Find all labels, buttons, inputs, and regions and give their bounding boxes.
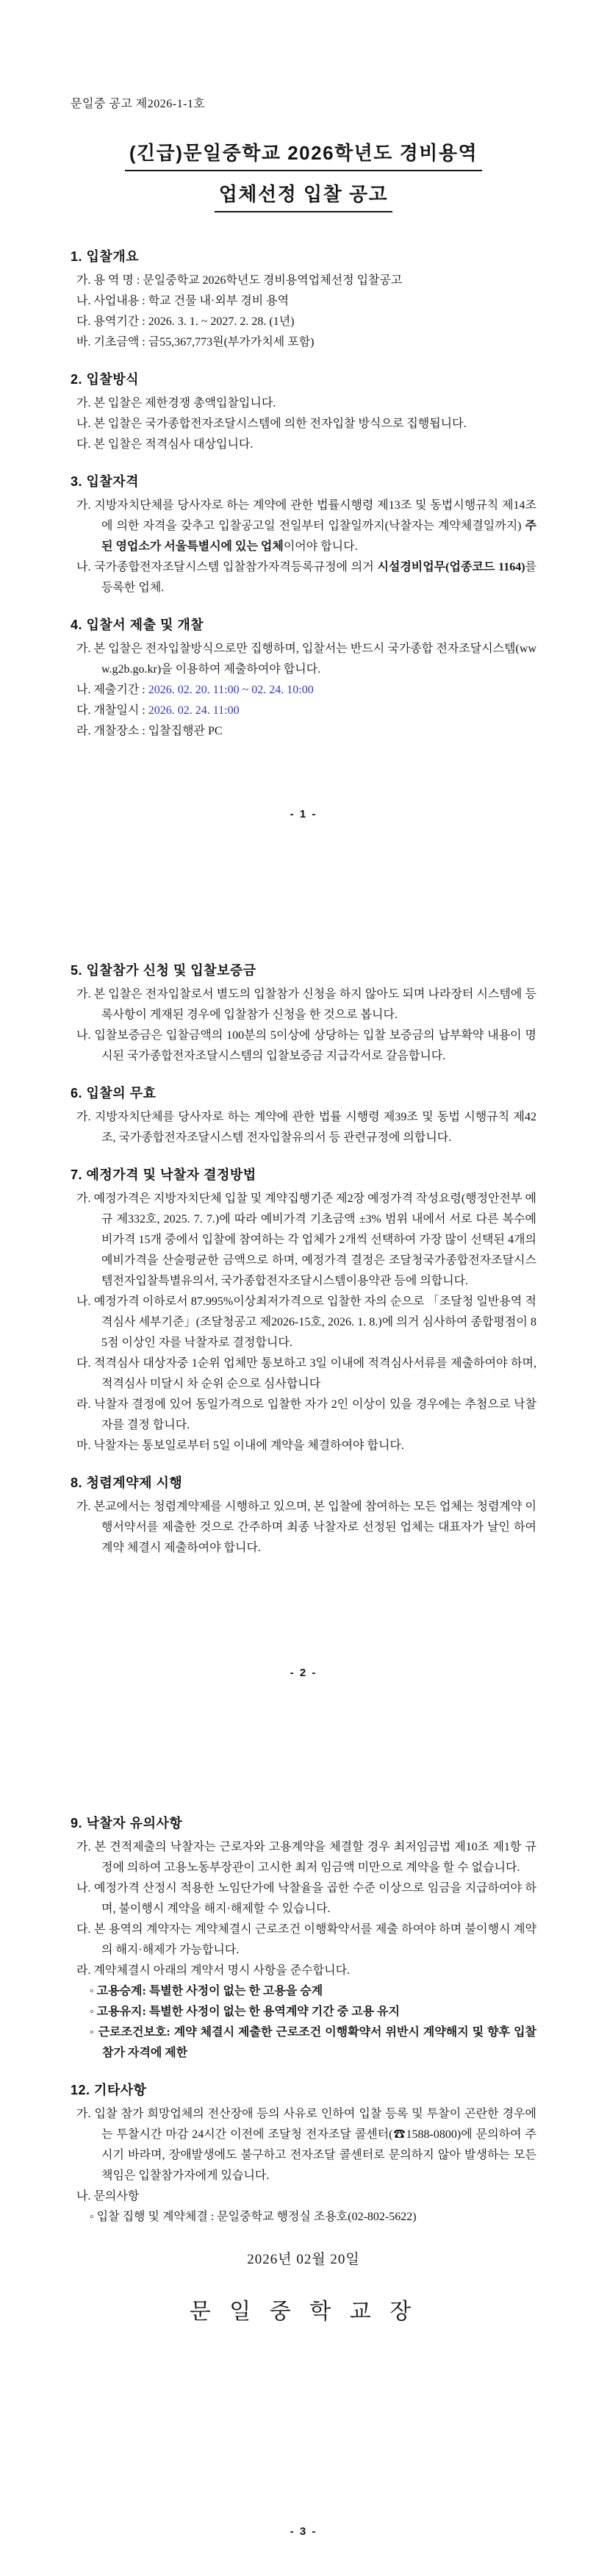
doc-number: 문일중 공고 제2026-1-1호 (71, 98, 206, 110)
list-item: 라. 계약체결시 아래의 계약서 명시 사항을 준수합니다. (76, 1964, 351, 1977)
title-line-2: 업체선정 입찰 공고 (215, 183, 392, 212)
list-item: 가. 본 견적제출의 낙찰자는 근로자와 고용계약을 체결할 경우 최저임금법 제10조 제1항 규정에 의하여 고용노동부장관이 고시한 최저 임금액 미만으로 계약을 할 수 없습니다. (76, 1841, 536, 1874)
section-2-bid-method (71, 369, 536, 455)
list-item-submission-period (76, 680, 536, 701)
item-text: 를 등록한 업체. (101, 561, 536, 595)
list-item: 다. 본 용역의 계약자는 계약체결시 근로조건 이행확약서를 제출 하여야 하며 불이행시 계약의 해지·해제가 가능합니다. (76, 1923, 536, 1956)
section-heading: 9. 낙찰자 유의사항 (71, 1816, 183, 1831)
list-item: 라. 개찰장소 : 입찰집행관 PC (76, 725, 223, 738)
list-item: 가. 예정가격은 지방자치단체 입찰 및 계약집행기준 제2장 예정가격 작성요령(행정안전부 예규 제332호, 2025. 7. 7.)에 따라 예비가격 기초금액 ±3% 범위 내에서 서로 다른 복수예비가격 15개 중에서 입찰에 참여하는 각 업체가 2개씩 선택하여 가장 많이 선택된 4개의 예비가격을 산술평균한 금액으로 하며, 예정가격 결정은 조달청국가종합전자조달시스템전자입찰특별유의서, 국가종합전자조달시스템이용약관 등에 의합니다. (76, 1192, 536, 1287)
sub-list-item-working-conditions: ◦ 근로조건보호: 계약 체결시 제출한 근로조건 이행확약서 위반시 계약해지 및 향후 입찰참가 자격에 제한 (90, 2026, 536, 2059)
list-item: 바. 기초금액 : 금55,367,773원(부가가치세 포함) (76, 336, 315, 349)
item-text: 이어야 합니다. (283, 540, 358, 554)
list-item: 다. 용역기간 : 2026. 3. 1. ~ 2027. 2. 28. (1년) (76, 315, 295, 329)
list-item: 가. 입찰 참가 희망업체의 전산장애 등의 사유로 인하여 입찰 등록 및 투찰이 곤란한 경우에는 투찰시간 마감 24시간 이전에 조달청 전자조달 콜센터(☎1588-0800)에 문의하여 주시기 바라며, 장애발생에도 불구하고 전자조달 콜센터로 문의하지 않아 발생하는 모든 책임은 입찰참가자에게 있습니다. (76, 2108, 536, 2182)
list-item: 나. 입찰보증금은 입찰금액의 100분의 5이상에 상당하는 입찰 보증금의 납부확약 내용이 명시된 국가종합전자조달시스템의 입찰보증금 지급각서로 갈음합니다. (76, 1029, 536, 1062)
list-item: 가. 본 입찰은 전자입찰로서 별도의 입찰참가 신청을 하지 않아도 되며 나라장터 시스템에 등록사항이 게재된 경우에 입찰참가 신청을 한 것으로 봅니다. (76, 988, 536, 1021)
section-heading: 7. 예정가격 및 낙찰자 결정방법 (71, 1167, 256, 1182)
list-item: 가. 지방자치단체를 당사자로 하는 계약에 관한 법률 시행령 제39조 및 동법 시행규칙 제42조, 국가종합전자조달시스템 전자입찰유의서 등 관련규정에 의합니다. (76, 1111, 536, 1144)
list-item: 가. 본교에서는 청렴계약제를 시행하고 있으며, 본 입찰에 참여하는 모든 업체는 청렴계약 이행서약서를 제출한 것으로 간주하며 최종 낙찰자로 선정된 업체는 대표자가 날인 하여 계약 체결시 제출하여야 합니다. (76, 1500, 536, 1554)
list-item: 나. 본 입찰은 국가종합전자조달시스템에 의한 전자입찰 방식으로 집행됩니다. (76, 418, 467, 431)
list-item: 나. 예정가격 이하로서 87.995%이상최저가격으로 입찰한 자의 순으로 「조달청 일반용역 적격심사 세부기준」(조달청공고 제2026-15호, 2026. 1. 8.)에 의거 심사하여 종합평점이 85점 이상인 자를 낙찰자로 결정합니다. (76, 1295, 536, 1349)
list-item: 가. 용 역 명 : 문일중학교 2026학년도 경비용역업체선정 입찰공고 (76, 274, 403, 287)
announcement-date: 2026년 02월 20일 (247, 2252, 360, 2267)
item-bold-text: 주된 영업소가 서울특별시에 있는 업체 (101, 520, 536, 554)
item-text: 나. 국가종합전자조달시스템 입찰참가자격등록규정에 의거 (76, 561, 378, 574)
section-heading: 6. 입찰의 무효 (71, 1086, 157, 1101)
list-item: 나. 예정가격 산정시 적용한 노임단가에 낙찰율을 곱한 수준 이상으로 임금을 지급하여야 하며, 불이행시 계약을 해지·해제할 수 있습니다. (76, 1882, 536, 1915)
sub-list-item-contact: ◦ 입찰 집행 및 계약체결 : 문일중학교 행정실 조용호(02-802-5622) (90, 2211, 417, 2223)
section-heading: 4. 입찰서 제출 및 개찰 (71, 618, 204, 633)
section-heading: 1. 입찰개요 (71, 249, 140, 265)
list-item-opening-datetime (76, 701, 536, 721)
section-1-bid-overview (71, 246, 536, 353)
section-6-invalid-bids (71, 1083, 536, 1148)
list-item: 마. 낙찰자는 통보일로부터 5일 이내에 계약을 체결하여야 합니다. (76, 1439, 404, 1452)
page-number-1: - 1 - (290, 808, 317, 820)
section-heading: 8. 청렴계약제 시행 (71, 1475, 183, 1490)
list-item: 나. 문의사항 (76, 2190, 140, 2203)
list-item (76, 495, 536, 557)
list-item: 가. 본 입찰은 제한경쟁 총액입찰입니다. (76, 397, 276, 410)
list-item: 가. 본 입찰은 전자입찰방식으로만 집행하며, 입찰서는 반드시 국가종합 전자조달시스템(www.g2b.go.kr)을 이용하여 제출하여야 합니다. (76, 643, 536, 676)
list-item (76, 557, 536, 598)
section-heading: 3. 입찰자격 (71, 474, 140, 490)
page-number-2: - 2 - (290, 1667, 317, 1679)
item-bold-text: 시설경비업무(업종코드 1164) (377, 561, 525, 574)
list-item: 다. 본 입찰은 적격심사 대상입니다. (76, 438, 254, 451)
opening-datetime-value: 2026. 02. 24. 11:00 (148, 704, 240, 718)
principal-signature: 문 일 중 학 교 장 (189, 2300, 418, 2324)
sub-list-item-employment-succession: ◦ 고용승계: 특별한 사정이 없는 한 고용을 승계 (90, 1985, 323, 1997)
section-heading: 12. 기타사항 (71, 2083, 147, 2097)
section-3-bid-eligibility (71, 471, 536, 598)
item-label: 나. 제출기간 : (76, 684, 148, 697)
section-heading: 2. 입찰방식 (71, 372, 140, 387)
section-5-participation-and-deposit (71, 859, 536, 1067)
page-number-3: - 3 - (290, 2525, 317, 2538)
submission-period-value: 2026. 02. 20. 11:00 ~ 02. 24. 10:00 (148, 684, 314, 697)
page-2 (0, 859, 607, 1717)
list-item: 라. 낙찰자 결정에 있어 동일가격으로 입찰한 자가 2인 이상이 있을 경우에는 추첨으로 낙찰자를 결정 합니다. (76, 1398, 536, 1431)
item-text: 가. 지방자치단체를 당사자로 하는 계약에 관한 법률시행령 제13조 및 동법시행규칙 제14조에 의한 자격을 갖추고 입찰공고일 전일부터 입찰일까지(낙찰자는 계약체결일까지) (76, 499, 536, 533)
document-title (71, 130, 536, 212)
section-heading: 5. 입찰참가 신청 및 입찰보증금 (71, 963, 256, 978)
list-item: 나. 사업내용 : 학교 건물 내·외부 경비 용역 (76, 295, 290, 308)
list-item: 다. 적격심사 대상자중 1순위 업체만 통보하고 3일 이내에 적격심사서류를 제출하여야 하며, 적격심사 미달시 차 순위 순으로 심사합니다 (76, 1357, 536, 1390)
section-9-winner-notices (71, 1717, 536, 2064)
title-line-1: (긴급)문일중학교 2026학년도 경비용역 (125, 142, 482, 171)
page-3 (0, 1717, 607, 2576)
sub-list-item-employment-retention: ◦ 고용유지: 특별한 사정이 없는 한 용역계약 기간 중 고용 유지 (90, 2006, 400, 2018)
page-1 (0, 0, 607, 859)
section-12-misc (71, 2080, 536, 2228)
section-4-bid-submission-opening (71, 615, 536, 742)
section-8-integrity-contract (71, 1473, 536, 1559)
item-label: 다. 개찰일시 : (76, 704, 148, 718)
section-7-price-and-winner-determination (71, 1164, 536, 1456)
